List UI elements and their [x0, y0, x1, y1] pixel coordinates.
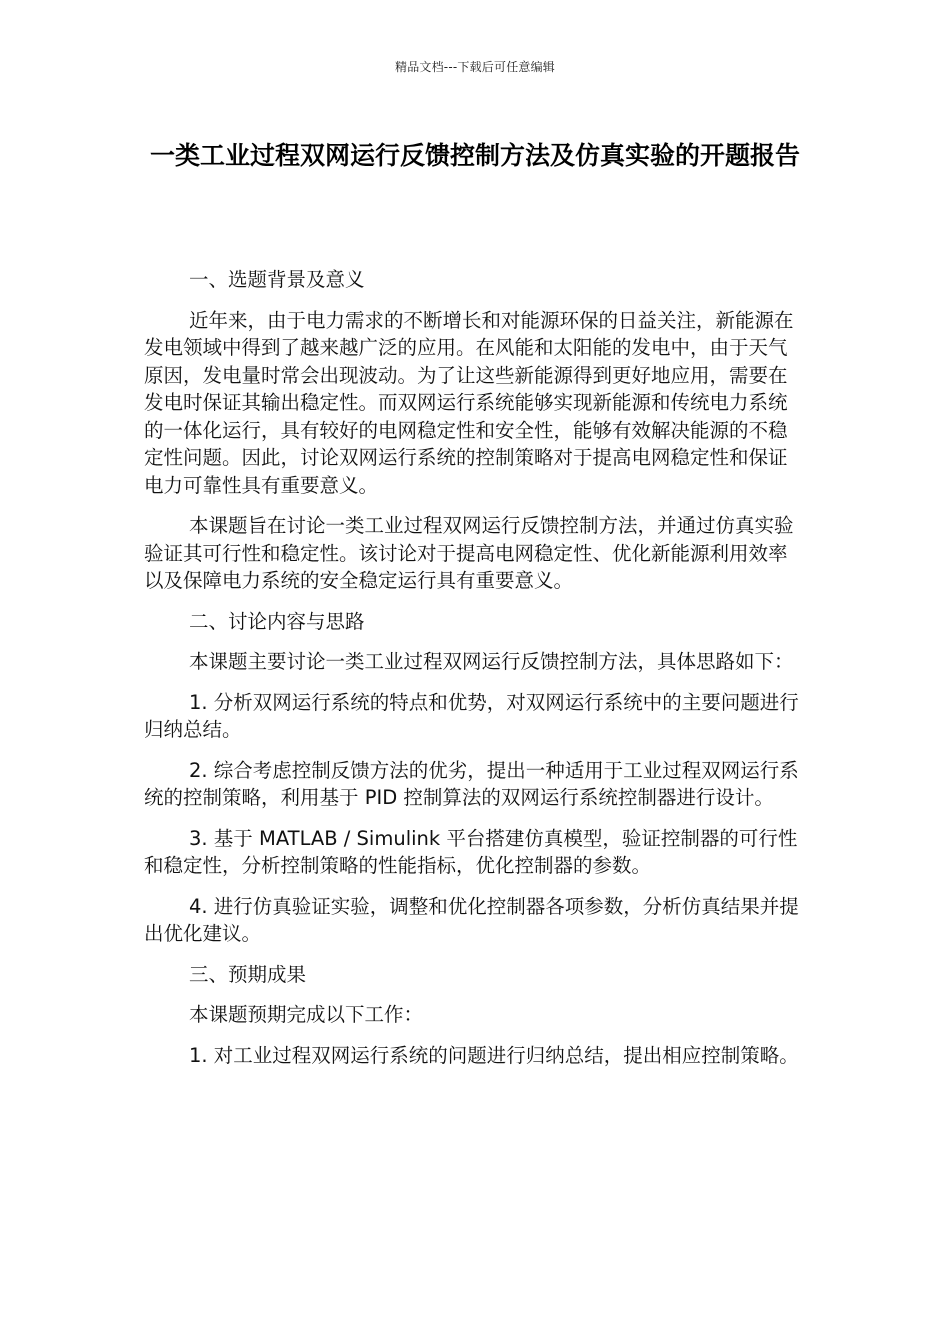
paragraph-content-intro: 本课题主要讨论一类工业过程双网运行反馈控制方法，具体思路如下： [189, 650, 794, 673]
list-item-content-3: 3. 基于 MATLAB / Simulink 平台搭建仿真模型，验证控制器的可行性和稳定性，分析控制策略的性能指标，优化控制器的参数。 [144, 826, 798, 877]
document-body [144, 266, 806, 1082]
section-heading-content: 二、讨论内容与思路 [189, 609, 365, 633]
list-item-outcomes-1: 1. 对工业过程双网运行系统的问题进行归纳总结，提出相应控制策略。 [189, 1043, 799, 1067]
list-item-content-1: 1. 分析双网运行系统的特点和优势，对双网运行系统中的主要问题进行归纳总结。 [144, 690, 799, 741]
section-heading-outcomes: 三、预期成果 [189, 962, 307, 986]
list-item-content-4: 4. 进行仿真验证实验，调整和优化控制器各项参数，分析仿真结果并提出优化建议。 [144, 894, 799, 945]
section-heading-background: 一、选题背景及意义 [189, 268, 365, 291]
paragraph-outcomes-intro: 本课题预期完成以下工作： [189, 1003, 424, 1026]
document-title: 一类工业过程双网运行反馈控制方法及仿真实验的开题报告 [149, 141, 800, 170]
paragraph-purpose: 本课题旨在讨论一类工业过程双网运行反馈控制方法，并通过仿真实验验证其可行性和稳定性。该讨论对于提高电网稳定性、优化新能源利用效率以及保障电力系统的安全稳定运行具有重要意义。 [144, 514, 794, 592]
paragraph-background: 近年来，由于电力需求的不断增长和对能源环保的日益关注，新能源在发电领域中得到了越来越广泛的应用。在风能和太阳能的发电中，由于天气原因，发电量时常会出现波动。为了让这些新能源得到更好地应用，需要在发电时保证其输出稳定性。而双网运行系统能够实现新能源和传统电力系统的一体化运行，具有较好的电网稳定性和安全性，能够有效解决能源的不稳定性问题。因此，讨论双网运行系统的控制策略对于提高电网稳定性和保证电力可靠性具有重要意义。 [144, 308, 794, 497]
list-item-content-2: 2. 综合考虑控制反馈方法的优劣，提出一种适用于工业过程双网运行系统的控制策略，利用基于 PID 控制算法的双网运行系统控制器进行设计。 [144, 758, 799, 809]
header-note: 精品文档---下载后可任意编辑 [395, 60, 555, 74]
